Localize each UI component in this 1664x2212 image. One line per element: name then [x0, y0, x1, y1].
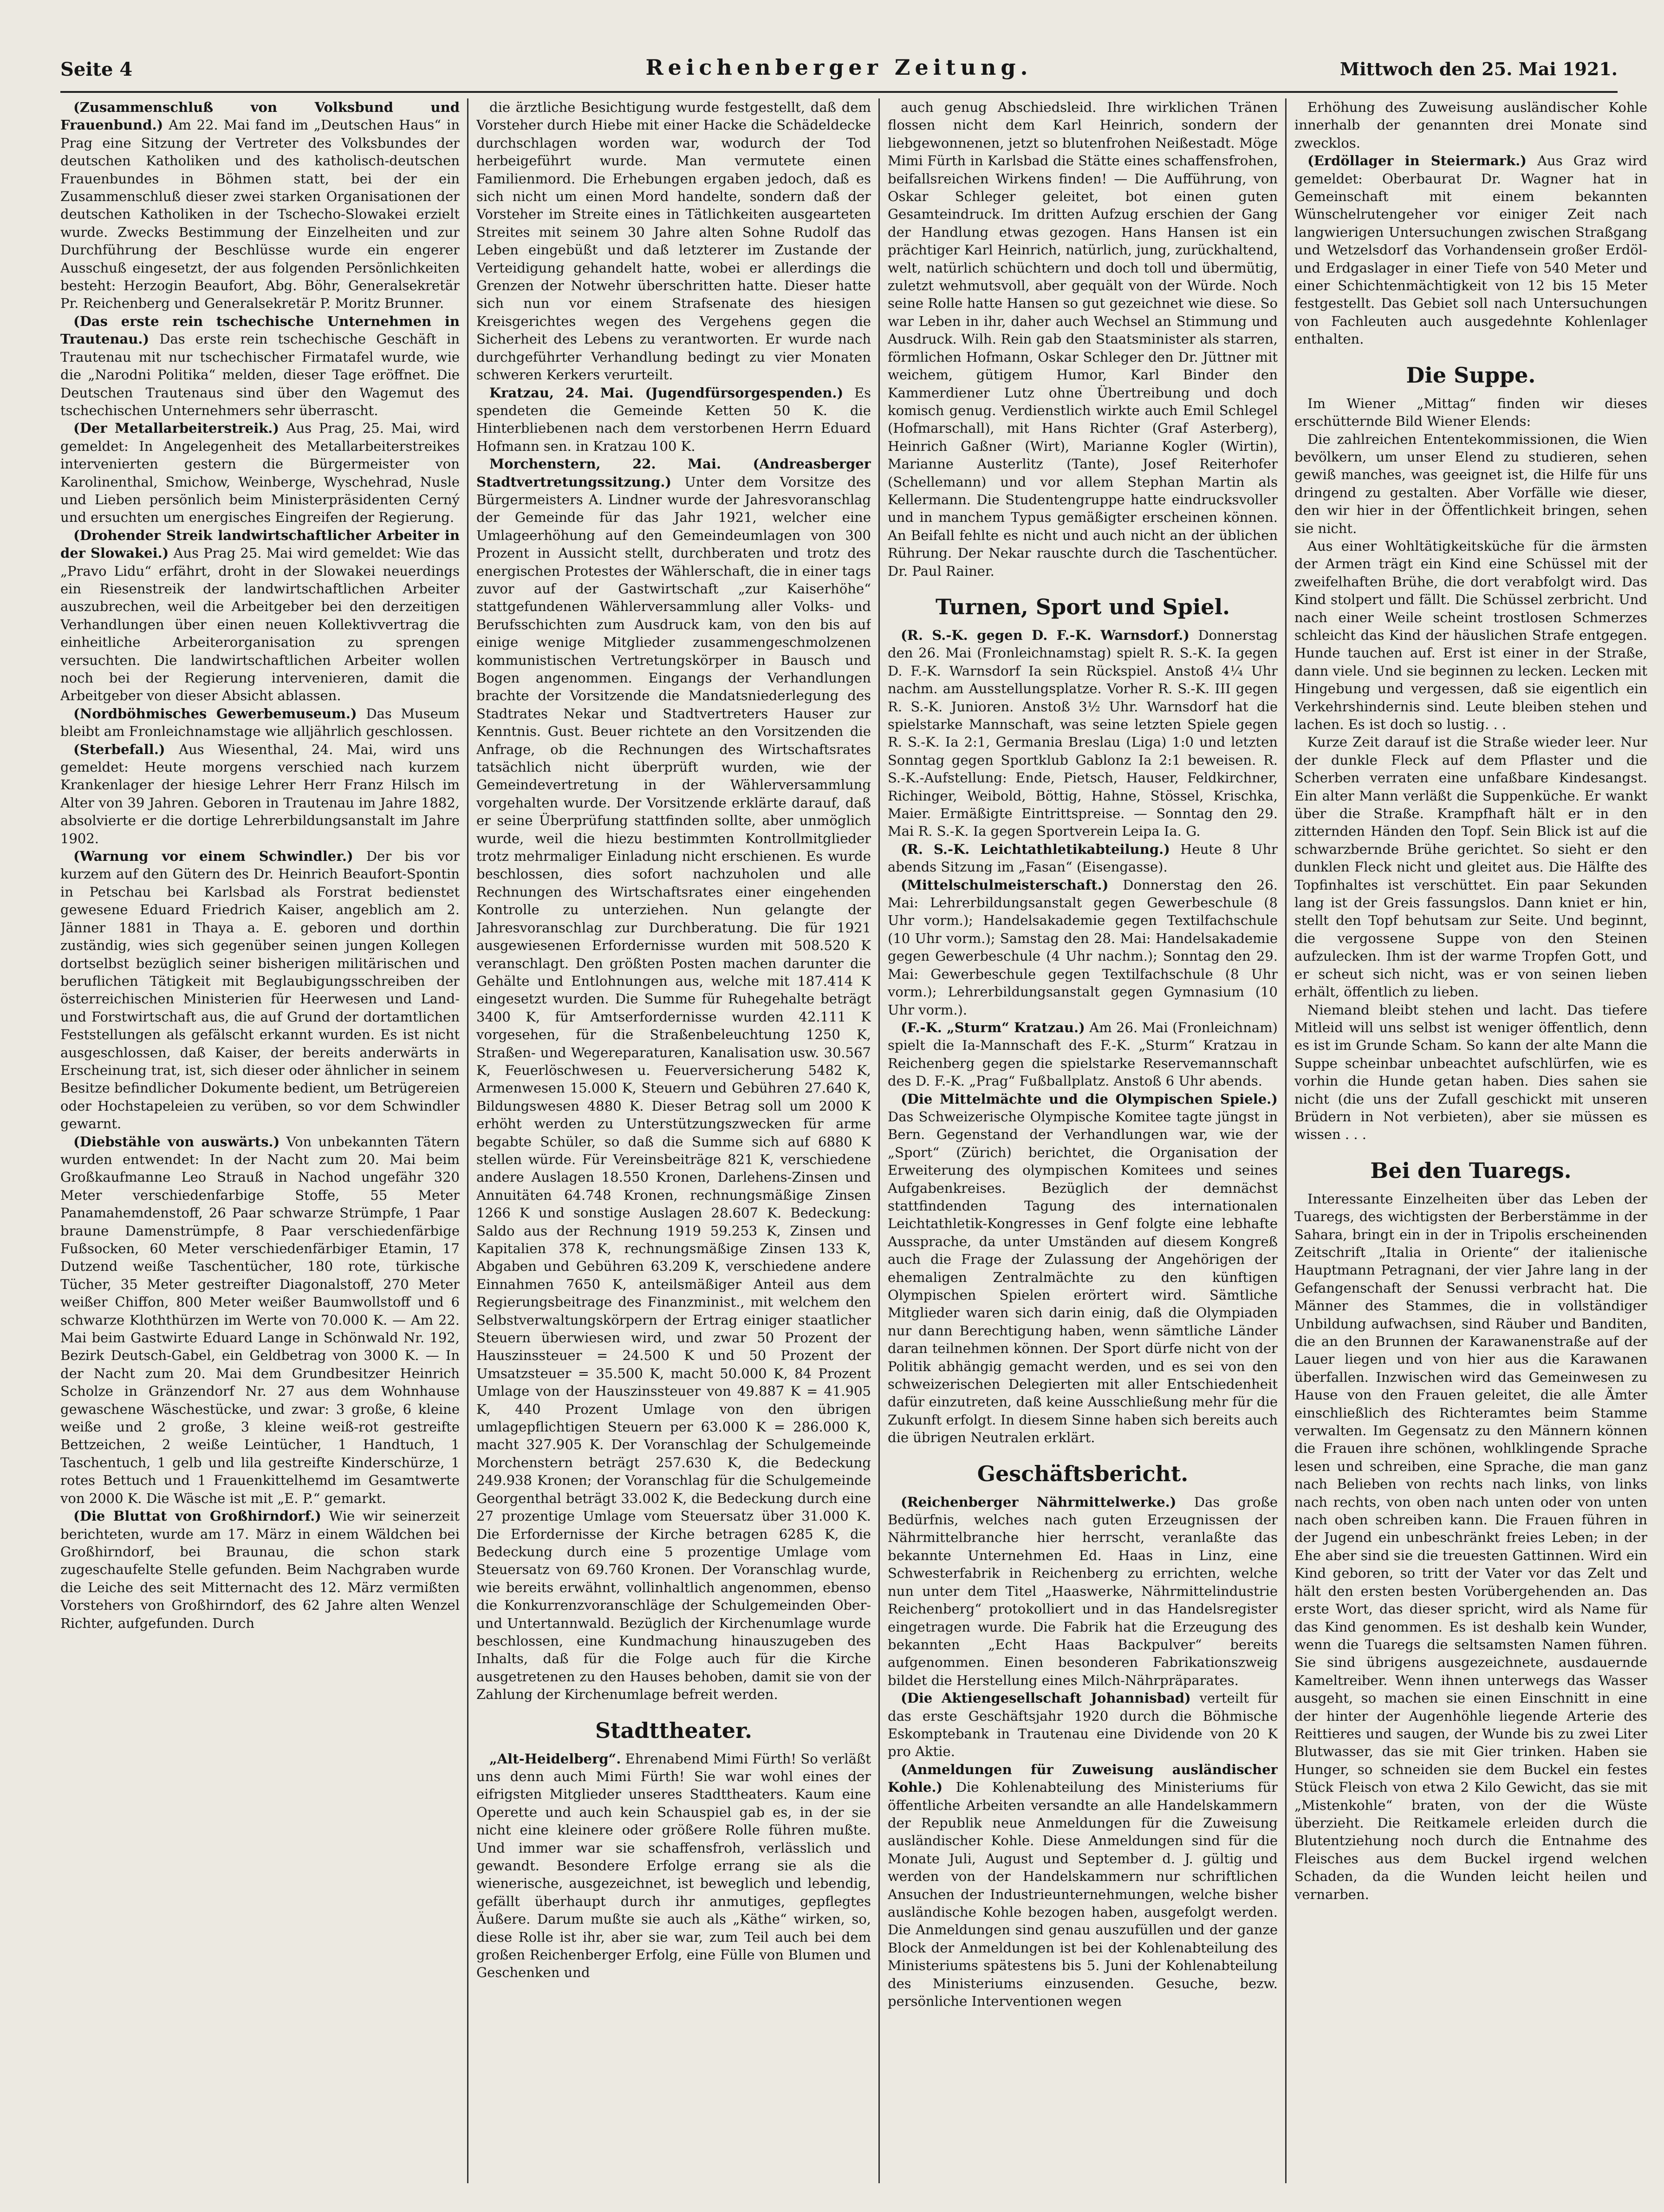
- article-body: Am 26. Mai (Fronleichnam) spielt die Ia-Mannschaft des F.-K. „Sturm“ Kratzau in Reichenberg gegen die spielstarke Reservemannschaft des D. F.-K. „Prag“ Fußballplatz. Anstoß 6 Uhr abends.: [888, 1019, 1278, 1089]
- article-paragraph: [1294, 537, 1647, 733]
- article-paragraph: [60, 98, 460, 312]
- article-body: Aus Prag 25. Mai wird gemeldet: Wie das „Pravo Lidu“ erfährt, droht in der Slowakei neuerdings ein Riesenstreik der landwirtschaftlichen Arbeiter auszubrechen, weil die Arbeitgeber bei den derzeitigen Verhandlungen über einen neuen Kollektivvertrag die einheitliche Arbeiterorganisation zu sprengen versuchten. Die landwirtschaftlichen Arbeiter wollen noch bei der Regierung intervenieren, damit die Arbeitgeber von dieser Absicht ablassen.: [60, 545, 460, 704]
- article-body: verteilt für das erste Geschäftsjahr 1920 durch die Böhmische Eskomptebank in Trautenau eine Dividende von 20 K pro Aktie.: [888, 1690, 1278, 1760]
- article-paragraph: [476, 1750, 871, 1982]
- column-3: [888, 98, 1278, 2183]
- article-head: (Drohender Streik landwirtschaftlicher Arbeiter in der Slowakei.): [60, 527, 460, 561]
- article-body: Donnerstag den 26. Mai: Lehrerbildungsanstalt gegen Gewerbeschule (8 Uhr vorm.); Handelsakademie gegen Textilfachschule (10 Uhr vorm.); Samstag den 28. Mai: Handelsakademie gegen Gewerbeschule (4 Uhr nachm.); Sonntag den 29. Mai: Gewerbeschule gegen Textilfachschule (8 Uhr vorm.); Lehrerbildungsanstalt gegen Gymnasium (10 Uhr vorm.).: [888, 877, 1278, 1018]
- article-body: Unter dem Vorsitze des Bürgermeisters A. Lindner wurde der Jahresvoranschlag der Gemeinde für das Jahr 1921, welcher eine Umlageerhöhung auf den Gemeindeumlagen von 300 Prozent in Aussicht stellt, durchberaten und trotz des energischen Protestes der Wählerschaft, die in einer tags zuvor auf der Gastwirtschaft „zur Kaiserhöhe“ stattgefundenen Wählerversammlung aller Volks- und Berufsschichten zum Ausdruck kam, von den bis auf einige wenige Mitglieder zusammengeschmolzenen kommunistischen Vertretungskörper in Bausch und Bogen angenommen. Eingangs der Verhandlungen brachte der Vorsitzende die Mandatsniederlegung des Stadtrates Nekar und Stadtvertreters Hauser zur Kenntnis. Gust. Beuer richtete an den Vorsitzenden die Anfrage, ob die Rechnungen des Wirtschaftsrates tatsächlich nicht überprüft wurden, wie der Gemeindevertretung in der Wählerversammlung vorgehalten wurde. Der Vorsitzende erklärte darauf, daß er seine Überprüfung stattfinden sollte, aber unmöglich wurde, weil die hiezu bestimmten Kontrollmitglieder trotz mehrmaliger Einladung nicht erschienen. Es wurde beschlossen, dies sofort nachzuholen und alle Rechnungen des Wirtschaftsrates einer eingehenden Kontrolle zu unterziehen. Nun gelangte der Jahresvoranschlag zur Durchberatung. Die für 1921 ausgewiesenen Erfordernisse wurden mit 508.520 K veranschlagt. Den größten Posten machen darunter die Gehälte und Entlohnungen aus, welche mit 187.414 K eingesetzt wurden. Die Summe für Ruhegehalte beträgt 3400 K, für Amtserfordernisse wurden 42.111 K vorgesehen, für die Straßenbeleuchtung 1250 K, Straßen- und Wegereparaturen, Kanalisation usw. 30.567 K, Feuerlöschwesen u. Feuerversicherung 5482 K, Armenwesen 15.000 K, Steuern und Gebühren 27.640 K, Bildungswesen 4880 K. Dieser Betrag soll um 2000 K erhöht werden zu Unterstützungszwecken für arme begabte Schüler, so daß die Summe sich auf 6880 K stellen würde. Für Vereinsbeiträge 821 K, verschiedene andere Auslagen 18.550 Kronen, Darlehens-Zinsen und Annuitäten 64.748 Kronen, rechnungsmäßige Zinsen 1266 K und sonstige Auslagen 28.607 K. Bedeckung: Saldo aus der Rechnung 1919 59.253 K, Zinsen und Kapitalien 378 K, rechnungsmäßige Zinsen 133 K, Abgaben und Gebühren 63.209 K, verschiedene andere Einnahmen 7650 K, anteilsmäßiger Anteil aus dem Regierungsbeitrage des Finanzminist., mit welchem den Selbstverwaltungskörpern der Ertrag einiger staatlicher Steuern überwiesen wird, und zwar 50 Prozent der Hauszinssteuer = 24.500 K und 50 Prozent der Umsatzsteuer = 35.500 K, macht 50.000 K, 84 Prozent Umlage von der Hauszinssteuer von 49.887 K = 41.905 K, 440 Prozent Umlage von den übrigen umlagepflichtigen Steuern per 63.000 K = 286.000 K, macht 327.905 K. Der Voranschlag der Schulgemeinde Morchenstern beträgt 257.630 K, die Bedeckung 249.938 Kronen; der Voranschlag für die Schulgemeinde Georgenthal beträgt 33.002 K, die Bedeckung durch eine 27 prozentige Umlage vom Steuersatz über 31.000 K. Die Erfordernisse der Kirche betragen 6285 K, die Bedeckung durch eine 5 prozentige Umlage vom Steuersatz von 69.760 Kronen. Der Voranschlag wurde, wie bereits erwähnt, vollinhaltlich angenommen, ebenso die Konkurrenzvoranschläge der Schulgemeinden Ober- und Untertannwald. Bezüglich der Kirchenumlage wurde beschlossen, eine Kundmachung hinauszugeben des Inhalts, daß für die Folge auch für die Kirche ausgetretenen zu den Hauses behoben, damit sie von der Zahlung der Kirchenumlage befreit werden.: [476, 474, 871, 1703]
- article-head: (Reichenberger Nährmittelwerke.): [901, 1494, 1176, 1510]
- article-body: Die zahlreichen Ententekommissionen, die Wien bevölkern, um unser Elend zu studieren, sehen gewiß manches, was geeignet ist, die Hilfe für uns dringend zu gestalten. Aber Vorfälle wie dieser, den wir hier in der Öffentlichkeit bringen, sehen sie nicht.: [1294, 431, 1647, 536]
- column-1: [60, 98, 460, 2183]
- section-heading: Bei den Tuaregs.: [1370, 1158, 1572, 1183]
- article-paragraph: [60, 312, 460, 419]
- column-divider: [1285, 98, 1287, 2183]
- column-2: [476, 98, 871, 2183]
- section-heading: Die Suppe.: [1406, 362, 1536, 388]
- article-paragraph: [1294, 395, 1647, 430]
- article-body: Donnerstag den 26. Mai (Fronleichnamstag) spielt R. S.-K. Ia gegen D. F.-K. Warnsdorf Ia sein Rückspiel. Anstoß 4¼ Uhr nachm. am Ausstellungsplatze. Vorher R. S.-K. III gegen R. S.-K. Junioren. Anstoß 3½ Uhr. Warnsdorf hat die spielstarke Mannschaft, was seine letzten Spiele gegen R. S.-K. Ia 2:1, Germania Breslau (Liga) 1:0 und letzten Sonntag gegen Sportklub Gablonz Ia 2:1 beweisen. R. S.-K.-Aufstellung: Ende, Pietsch, Hauser, Feldkirchner, Richinger, Weibold, Böttig, Hahne, Stössel, Krischka, Maier. Ermäßigte Eintrittspreise. — Sonntag den 29. Mai R. S.-K. Ia gegen Sportverein Leipa Ia. G.: [888, 627, 1278, 839]
- column-4: [1294, 98, 1647, 2183]
- article-body: Der bis vor kurzem auf den Gütern des Dr. Heinrich Beaufort-Spontin in Petschau bei Karlsbad als Forstrat bedienstet gewesene Eduard Friedrich Kaiser, angeblich am 2. Jänner 1881 in Thaya a. E. geboren und dorthin zuständig, wies sich gegenüber seinen jungen Kollegen dortselbst bezüglich seiner bisherigen militärischen und beruflichen Tätigkeit mit Beglaubigungsschreiben der österreichischen Ministerien für Heerwesen und Land- und Forstwirtschaft aus, die auf Grund der dortamtlichen Feststellungen als gefälscht erkannt wurden. Es ist nicht ausgeschlossen, daß Kaiser, der bereits anderwärts in Erscheinung trat, ist, sich dieser oder ähnlicher in seinem Besitze befindlicher Dokumente bedient, um Betrügereien oder Hochstapeleien zu verüben, so vor dem Schwindler gewarnt.: [60, 848, 460, 1132]
- article-paragraph: [888, 98, 1278, 580]
- column-divider: [467, 98, 468, 2183]
- article-paragraph: [60, 705, 460, 741]
- article-paragraph: [888, 1493, 1278, 1689]
- article-head: (Erdöllager in Steiermark.): [1307, 153, 1527, 169]
- article-body: Die Kohlenabteilung des Ministeriums für öffentliche Arbeiten versandte an alle Handelskammern der Republik neue Anmeldungen für die Zuweisung ausländischer Kohle. Diese Anmeldungen sind für die Monate Juli, August und September d. J. gültig und werden von der Handelskammern nur schriftlichen Ansuchen der Industrieunternehmungen, welche bisher ausländische Kohle bezogen haben, ausgefolgt werden. Die Anmeldungen sind genau auszufüllen und der ganze Block der Anmeldungen ist bei der Kohlenabteilung des Ministeriums spätestens bis 5. Juni der Kohlenabteilung des Ministeriums einzusenden. Gesuche, bezw. persönliche Interventionen wegen: [888, 1779, 1278, 2010]
- article-body: die ärztliche Besichtigung wurde festgestellt, daß dem Vorsteher durch Hiebe mit einer Hacke die Schädeldecke durchschlagen worden war, wodurch der Tod herbeigeführt wurde. Man vermutete einen Familienmord. Die Erhebungen ergaben jedoch, daß es sich nicht um einen Mord handelte, sondern daß der Vorsteher im Streite eines in Tätlichkeiten ausgearteten Streites mit seinem 30 Jahre alten Sohne Rudolf das Leben eingebüßt und daß letzterer im Zustande der Verteidigung gehandelt hatte, wobei er allerdings die Grenzen der Notwehr überschritten hatte. Dieser hatte sich nun vor einem Strafsenate des hiesigen Kreisgerichtes wegen des Vergehens gegen die Sicherheit des Lebens zu verantworten. Er wurde nach durchgeführter Verhandlung bedingt zu vier Monaten schweren Kerkers verurteilt.: [476, 99, 871, 383]
- article-body: Aus Prag, 25. Mai, wird gemeldet: In Angelegenheit des Metallarbeiterstreikes intervenierten gestern die Bürgermeister von Karolinenthal, Smichow, Weinberge, Wyschehrad, Nusle und Lieben persönlich beim Ministerpräsidenten Cerný und ersuchten um energisches Eingreifen der Regierung.: [60, 420, 460, 526]
- article-head: (Das erste rein tschechische Unternehmen in Trautenau.): [60, 313, 460, 347]
- article-paragraph: [476, 455, 871, 1703]
- article-head: „Alt-Heidelberg“.: [489, 1750, 621, 1767]
- article-body: Von unbekannten Tätern wurden entwendet: In der Nacht zum 20. Mai beim Großkaufmanne Leo Strauß in Nachod ungefähr 320 Meter verschiedenfarbige Stoffe, 55 Meter Panamahemdenstoff, 26 Paar schwarze Strümpfe, 1 Paar braune Damenstrümpfe, 8 Paar verschiedenfärbige Fußsocken, 60 Meter verschiedenfärbiger Etamin, 17 Dutzend weiße Taschentücher, 180 rote, türkische Tücher, 35 Meter gestreifter Diagonalstoff, 270 Meter weißer Chiffon, 800 Meter weißer Baumwollstoff und 6 schwarze Kloththürzen im Werte von 70.000 K. — Am 22. Mai beim Gastwirte Eduard Lange in Schönwald Nr. 192, Bezirk Deutsch-Gabel, ein Geldbetrag von 3000 K. — In der Nacht zum 20. Mai dem Grundbesitzer Heinrich Scholze in Gränzendorf Nr. 27 aus dem Wohnhause gewaschene Wäschestücke, und zwar: 3 große, 6 kleine weiße und 2 große, 3 kleine weiß-rot gestreifte Bettzeichen, 2 weiße Leintücher, 1 Handtuch, 1 Taschentuch, 1 gelb und lila gestreifte Kinderschürze, 1 rotes Bettuch und 1 Frauenkittelhemd im Gesamtwerte von 2000 K. Die Wäsche ist mit „E. P.“ gemarkt.: [60, 1133, 460, 1506]
- article-body: Aus Graz wird gemeldet: Oberbaurat Dr. Wagner hat in Gemeinschaft mit einem bekannten Wünschelrutengeher vor einiger Zeit nach langwierigen Untersuchungen zwischen Straßgang und Wetzelsdorf das Vorhandensein großer Erdöl- und Erdgaslager in einer Tiefe von 540 Meter und einer Schichtenmächtigkeit von 12 bis 15 Meter festgestellt. Das Gebiet soll nach Untersuchungen von Fachleuten auch ausgedehnte Kohlenlager enthalten.: [1294, 153, 1647, 347]
- issue-date: Mittwoch den 25. Mai 1921.: [1340, 59, 1618, 79]
- article-paragraph: [1294, 430, 1647, 537]
- section-heading: Geschäftsbericht.: [977, 1461, 1189, 1486]
- article-paragraph: [60, 1133, 460, 1508]
- article-paragraph: [1294, 152, 1647, 348]
- article-head: (Zusammenschluß von Volksbund und Frauenbund.): [60, 99, 460, 133]
- article-head: (F.-K. „Sturm“ Kratzau.): [901, 1019, 1085, 1035]
- article-head: (Anmeldungen für Zuweisung ausländischer Kohle.): [888, 1761, 1278, 1796]
- article-paragraph: [888, 1689, 1278, 1761]
- article-body: Wie wir seinerzeit berichteten, wurde am 17. März in einem Wäldchen bei Großhirndorf, bei Braunau, die schon stark zugeschaufelte Stelle gefunden. Beim Nachgraben wurde die Leiche des seit Mitternacht des 12. März vermißten Vorstehers von Großhirndorf, des 62 Jahre alten Wenzel Richter, aufgefunden. Durch: [60, 1508, 460, 1631]
- article-head: (Die Bluttat von Großhirndorf.): [73, 1508, 321, 1524]
- article-body: Es spendeten die Gemeinde Ketten 50 K. die Hinterbliebenen nach dem verstorbenen Herrn Eduard Hofmann sen. in Kratzau 100 K.: [476, 384, 871, 454]
- page-number: Seite 4: [60, 59, 133, 80]
- article-head: (Die Aktiengesellschaft Johannisbad): [901, 1690, 1191, 1706]
- section-heading: Stadttheater.: [595, 1718, 752, 1743]
- article-paragraph: [60, 847, 460, 1133]
- article-paragraph: [60, 419, 460, 526]
- article-head: (Sterbefall.): [73, 741, 165, 757]
- article-paragraph: [888, 840, 1278, 876]
- article-body: Am 22. Mai fand im „Deutschen Haus“ in Prag eine Sitzung der Vertreter des Volksbundes der deutschen Katholiken und des katholisch-deutschen Frauenbundes in Böhmen statt, bei der ein Zusammenschluß dieser zwei starken Organisationen der deutschen Katholiken in der Tschecho-Slowakei erzielt wurde. Zwecks Bestimmung der Einzelheiten und zur Durchführung der Beschlüsse wurde ein engerer Ausschuß eingesetzt, der aus folgenden Persönlichkeiten besteht: Herzogin Beaufort, Abg. Böhr, Generalsekretär Pr. Reichenberg und Generalsekretär P. Moritz Brunner.: [60, 117, 460, 312]
- article-paragraph: [888, 626, 1278, 840]
- article-body: Das Museum bleibt am Fronleichnamstage wie alljährlich geschlossen.: [60, 705, 460, 740]
- article-head: Morchenstern, 22. Mai. (Andreasberger Stadtvertretungssitzung.): [476, 456, 871, 490]
- article-paragraph: [476, 384, 871, 455]
- article-body: Niemand bleibt stehen und lacht. Das tiefere Mitleid will uns selbst ist weniger öffentlich, denn es ist im Grunde Scham. So kann der alte Mann die Suppe scheinbar unbeachtet aufschlürfen, wie es vorhin die Hunde getan haben. Dies sahen sie nicht (die uns der Zufall geschickt mit unseren Brüdern in Not verbieten), aber sie müssen es wissen . . .: [1294, 1002, 1647, 1143]
- article-body: Interessante Einzelheiten über das Leben der Tuaregs, des wichtigsten der Berberstämme in der Sahara, bringt ein in der in Tripolis erscheinenden Zeitschrift „Italia in Oriente“ der italienische Hauptmann Petragnani, der vier Jahre lang in der Gefangenschaft der Senussi verbracht hat. Die Männer des Stammes, die in vollständiger Unbildung aufwachsen, sind Räuber und Banditen, die an den Brunnen der Karawanenstraße auf der Lauer liegen und von hier aus die Karawanen überfallen. Inzwischen wird das Gemeinwesen zu Hause von den Frauen geleitet, die alle Ämter einschließlich des Richteramtes beim Stamme verwalten. Im Gegensatz zu den Männern können die Frauen ihre schönen, wohlklingende Sprache lesen und schreiben, eine Sprache, die man ganz nach Belieben von rechts nach links, von links nach rechts, von oben nach unten oder von unten nach oben schreiben kann. Die Frauen führen in der Jugend ein unbeschränkt freies Leben; in der Ehe aber sind sie die treuesten Gattinnen. Wird ein Kind geboren, so tritt der Vater vor das Zelt und hält den ersten besten Vorübergehenden an. Das erste Wort, das dieser spricht, wird als Name für das Kind genommen. Es ist deshalb kein Wunder, wenn die Tuaregs die seltsamsten Namen führen. Sie sind übrigens ausgezeichnete, ausdauernde Kameltreiber. Wenn ihnen unterwegs das Wasser ausgeht, so machen sie einen Einschnitt in eine der hinter der Augenhöhle liegende Arterie des Reittieres und saugen, der Wunde bis zu zwei Liter Blutwasser, das sie mit Gier trinken. Haben sie Hunger, so schneiden sie dem Buckel ein festes Stück Fleisch von etwa 2 Kilo Gewicht, das sie mit „Mistenkohle“ braten, von der die Wüste überzieht. Die Reitkamele erleiden durch die Blutentziehung noch durch die Entnahme des Fleisches aus dem Buckel irgend welchen Schaden, da die Wunden leicht heilen und vernarben.: [1294, 1191, 1647, 1902]
- article-paragraph: [888, 1761, 1278, 2010]
- article-paragraph: [888, 876, 1278, 1019]
- column-divider: [878, 98, 880, 2183]
- article-head: (Die Mittelmächte und die Olympischen Spiele.): [901, 1091, 1278, 1107]
- article-body: Das Schweizerische Olympische Komitee tagte jüngst in Bern. Gegenstand der Verhandlungen war, wie der „Sport“ (Zürich) berichtet, die Organisation der Erweiterung des olympischen Komitees und seines Aufgabenkreises. Bezüglich der demnächst stattfindenden Tagung des internationalen Leichtathletik-Kongresses in Genf folgte eine lebhafte Aussprache, da unter Umständen auf diesem Kongreß auch die Frage der Zulassung der Angehörigen der ehemaligen Zentralmächte zu den künftigen Olympischen Spielen erörtert wird. Sämtliche Mitglieder waren sich darin einig, daß die Olympiaden nur dann Berechtigung haben, wenn sämtliche Länder daran teilnehmen können. Der Sport dürfe nicht von der Politik abhängig gemacht werden, und es sei von den schweizerischen Delegierten mit aller Entschiedenheit dafür einzutreten, daß keine Ausschließung mehr für die Zukunft erfolgt. In diesem Sinne haben sich bereits auch die übrigen Neutralen erklärt.: [888, 1108, 1278, 1446]
- article-paragraph: [1294, 733, 1647, 1001]
- paper-title: Reichenberger Zeitung.: [645, 55, 1033, 80]
- article-head: (Nordböhmisches Gewerbemuseum.): [73, 705, 357, 722]
- article-paragraph: [1294, 1190, 1647, 1903]
- masthead: [60, 55, 1618, 93]
- article-body: Im Wiener „Mittag“ finden wir dieses erschütternde Bild Wiener Elends:: [1294, 395, 1647, 429]
- article-paragraph: [476, 98, 871, 384]
- article-head: (Warnung vor einem Schwindler.): [73, 848, 353, 865]
- article-body: Kurze Zeit darauf ist die Straße wieder leer. Nur der dunkle Fleck auf dem Pflaster und die Scherben verraten eine unfaßbare Kindesangst. Ein alter Mann verläßt die Suppenküche. Er wankt über die Straße. Krampfhaft hält er in den zitternden Händen den Topf. Sein Blick ist auf die schwarzbernde Brühe gerichtet. So sieht er den dunklen Fleck nicht und gleitet aus. Die Hälfte des Topfinhaltes ist verschüttet. Ein paar Sekunden lang ist der Greis fassungslos. Dann kniet er hin, stellt den Topf behutsam zur Seite. Und beginnt, die vergossene Suppe von den Steinen aufzulecken. Ihm ist der warme Tropfen Gott, und er scheut sich nicht, was er von seinen lieben erhält, öffentlich zu lieben.: [1294, 734, 1647, 1000]
- article-body: Aus einer Wohltätigkeitsküche für die ärmsten der Armen trägt ein Kind eine Schüssel mit der zweifelhaften Brühe, die dort verabfolgt wird. Das Kind stolpert und fällt. Die Schüssel zerbricht. Und nach einer Weile scheint trostlosen Schmerzes schleicht das Kind der häuslichen Strafe entgegen. Hunde tauchen auf. Erst ist einer in der Straße, dann viele. Und sie beginnen zu lecken. Lecken mit Hingebung und vergessen, daß sie eigentlich ein Verkehrshindernis sind. Leute bleiben stehen und lachen. Es ist doch so lustig. . .: [1294, 538, 1647, 732]
- article-head: (Der Metallarbeiterstreik.): [73, 420, 280, 436]
- article-head: (R. S.-K. Leichtathletikabteilung.): [901, 841, 1170, 857]
- article-head: (Diebstähle von auswärts.): [73, 1133, 280, 1150]
- article-body: Das erste rein tschechische Geschäft in Trautenau mit nur tschechischer Firmatafel wurde, wie die „Narodni Politika“ melden, dieser Tage eröffnet. Die Deutschen Trautenaus sind über den Wagemut des tschechischen Unternehmers sehr überrascht.: [60, 331, 460, 418]
- article-body: Das große Bedürfnis, welches nach guten Erzeugnissen der Nährmittelbranche hier herrscht, veranlaßte das bekannte Unternehmen Ed. Haas in Linz, eine Schwesterfabrik in Reichenberg zu errichten, welche nun unter dem Titel „Haaswerke, Nährmittelindustrie Reichenberg“ protokolliert und in das Handelsregister eingetragen wurde. Die Fabrik hat die Erzeugung des bekannten „Echt Haas Backpulver“ bereits aufgenommen. Einen besonderen Fabrikationszweig bildet die Herstellung eines Milch-Nährpräparates.: [888, 1494, 1278, 1688]
- article-body: Erhöhung des Zuweisung ausländischer Kohle innerhalb der genannten drei Monate sind zwecklos.: [1294, 99, 1647, 151]
- article-paragraph: [60, 741, 460, 847]
- article-body: auch genug Abschiedsleid. Ihre wirklichen Tränen flossen nicht dem Karl Heinrich, sondern der liebgewonnenen, jetzt so blutenfrohen Neißestadt. Möge Mimi Fürth in Karlsbad die Stätte eines schaffensfrohen, beifallsreichen Wirkens finden! — Die Aufführung, von Oskar Schleger geleitet, bot einen guten Gesamteindruck. Im dritten Aufzug erschien der Gang der Handlung etwas gezogen. Hans Hansen ist ein prächtiger Karl Heinrich, natürlich, jung, zurückhaltend, welt, natürlich schüchtern und doch toll und übermütig, zuletzt wehmutsvoll, aber gequält von der Würde. Noch seine Rolle hatte Hansen so gut gezeichnet wie diese. So war Leben in ihr, daher auch Wechsel an Stimmung und Ausdruck. Wilh. Rein gab den Staatsminister als starren, förmlichen Hofmann, Oskar Schleger den Dr. Jüttner mit weichem, gütigem Humor, Karl Binder den Kammerdiener Lutz ohne Übertreibung und doch komisch genug. Verdienstlich wirkte auch Emil Schlegel (Hofmarschall), mit Hans Richter (Graf Asterberg), Heinrich Gaßner (Wirt), Marianne Kogler (Wirtin), Marianne Austerlitz (Tante), Josef Reiterhofer (Schellemann) und vor allem Stephan Martin als Kellermann. Die Studentengruppe hatte eindrucksvoller und in manchem Typus gemäßigter erscheinen können. An Beifall fehlte es nicht und auch nicht an der üblichen Rührung. Der Nekar rauschte durch die Taschentücher. Dr. Paul Rainer.: [888, 99, 1278, 579]
- article-paragraph: [60, 527, 460, 705]
- article-body: Ehrenabend Mimi Fürth! So verläßt uns denn auch Mimi Fürth! Sie war wohl eines der eifrigsten Mitglieder unseres Stadttheaters. Kaum eine Operette und auch kein Schauspiel gab es, in der sie nicht eine kleinere oder größere Rolle führen mußte. Und immer war sie schaffensfroh, verlässlich und gewandt. Besondere Erfolge errang sie als die wienerische, ausgezeichnet, ist beweglich und lebendig, gefällt überhaupt durch ihr anmutiges, gepflegtes Äußere. Darum mußte sie auch als „Käthe“ wirken, so, diese Rolle ist ihr, aber sie war, zum Teil auch bei dem großen Reichenberger Erfolg, eine Fülle von Blumen und Geschenken und: [476, 1750, 871, 1981]
- article-head: (R. S.-K. gegen D. F.-K. Warnsdorf.): [901, 627, 1190, 643]
- article-paragraph: [1294, 1001, 1647, 1144]
- article-paragraph: [888, 1019, 1278, 1090]
- article-paragraph: [60, 1507, 460, 1632]
- article-body: Heute 8 Uhr abends Sitzung im „Fasan“ (Eisengasse).: [888, 841, 1278, 875]
- article-head: Kratzau, 24. Mai. (Jugendfürsorgespenden.): [489, 384, 844, 401]
- article-body: Aus Wiesenthal, 24. Mai, wird uns gemeldet: Heute morgens verschied nach kurzem Krankenlager der hiesige Lehrer Herr Franz Hilsch im Alter von 39 Jahren. Geboren in Trautenau im Jahre 1882, absolvierte er die dortige Lehrerbildungsanstalt im Jahre 1902.: [60, 741, 460, 846]
- article-paragraph: [888, 1090, 1278, 1447]
- article-head: (Mittelschulmeisterschaft.): [901, 877, 1109, 893]
- article-paragraph: [1294, 98, 1647, 152]
- section-heading: Turnen, Sport und Spiel.: [935, 594, 1230, 619]
